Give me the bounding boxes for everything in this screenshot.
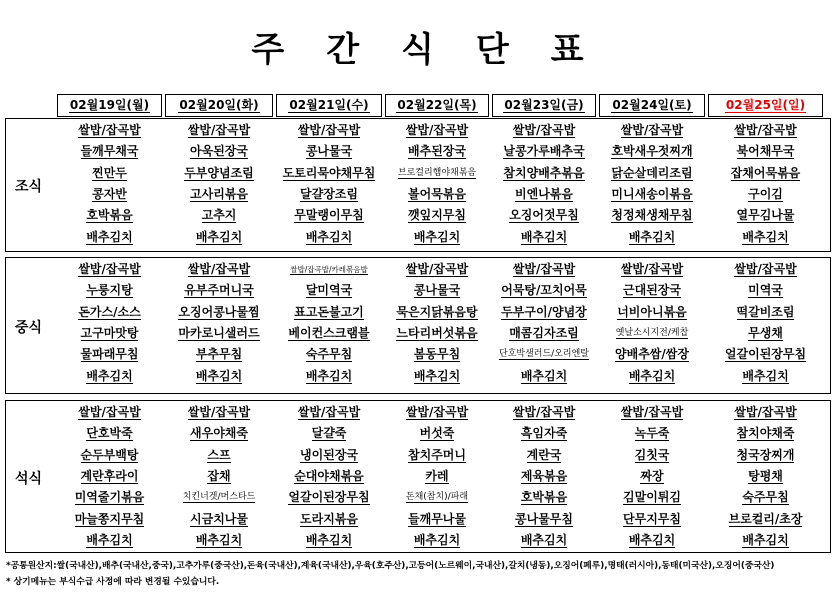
menu-item-text: 배추김치 bbox=[195, 532, 243, 547]
menu-item-text: 어묵탕/꼬치어묵 bbox=[501, 283, 587, 298]
meal-label: 중식 bbox=[14, 319, 43, 336]
menu-item-text: 날콩가루배추국 bbox=[503, 144, 585, 159]
menu-item bbox=[599, 468, 705, 487]
menu-item-text: 쌀밥/잡곡밥 bbox=[512, 405, 576, 419]
menu-item-text: 쌀밥/잡곡밥 bbox=[78, 262, 141, 276]
meal-label: 조식 bbox=[14, 179, 43, 195]
menu-item-text: 새우야채죽 bbox=[190, 426, 248, 441]
menu-item-text: 봄동무침 bbox=[413, 347, 461, 362]
menu-item-text: 참치주머니 bbox=[408, 447, 466, 462]
menu-item-text: 쌀밥/잡곡밥 bbox=[734, 405, 797, 419]
menu-item bbox=[57, 186, 162, 205]
menu-item-text: 배추김치 bbox=[86, 368, 133, 383]
menu-item bbox=[599, 447, 705, 466]
menu-item bbox=[57, 489, 162, 508]
menu-item bbox=[385, 447, 489, 466]
menu-item bbox=[57, 122, 162, 141]
menu-item bbox=[708, 425, 823, 444]
menu-item bbox=[708, 186, 823, 205]
menu-item-text: 녹두죽 bbox=[634, 426, 670, 441]
menu-item bbox=[599, 404, 705, 423]
menu-item-text: 호박볶음 bbox=[86, 208, 133, 223]
menu-item bbox=[385, 404, 489, 423]
menu-item-text: 콩자반 bbox=[92, 186, 127, 201]
menu-item-text: 열무김나물 bbox=[736, 208, 795, 223]
menu-item-text: 배추김치 bbox=[520, 368, 568, 383]
menu-item-text: 브로컬리/초장 bbox=[728, 511, 803, 526]
menu-item-text: 달미역국 bbox=[305, 283, 353, 298]
menu-item-text: 제육볶음 bbox=[520, 468, 568, 483]
menu-item bbox=[165, 261, 273, 280]
menu-item bbox=[599, 368, 705, 387]
menu-item-text: 순두부백탕 bbox=[80, 447, 139, 462]
menu-item-text: 두부구이/양념장 bbox=[501, 304, 587, 319]
menu-item bbox=[492, 447, 596, 466]
menu-item bbox=[276, 186, 382, 205]
menu-item-text: 배추김치 bbox=[305, 368, 353, 383]
menu-item bbox=[276, 404, 382, 423]
menu-item bbox=[276, 304, 382, 323]
menu-item-text: 닭순살데리조림 bbox=[611, 165, 693, 180]
menu-item-text: 콩나물국 bbox=[413, 283, 461, 298]
day-header-label: 02월23일(금) bbox=[504, 98, 584, 112]
menu-item bbox=[599, 425, 705, 444]
menu-item-text: 미니새송이볶음 bbox=[611, 186, 693, 201]
menu-item-text: 무생채 bbox=[748, 325, 783, 340]
menu-item bbox=[599, 229, 705, 248]
menu-item bbox=[165, 511, 273, 530]
menu-item bbox=[385, 368, 489, 387]
menu-item-text: 근대된장국 bbox=[623, 283, 681, 298]
menu-item-text: 쌀밥/잡곡밥 bbox=[297, 405, 361, 419]
menu-item-text: 표고돈불고기 bbox=[294, 304, 364, 319]
menu-item-text: 배추김치 bbox=[628, 532, 676, 547]
menu-item-text: 쌀밥/잡곡밥 bbox=[620, 123, 684, 137]
menu-item-text: 계란후라이 bbox=[80, 468, 139, 483]
menu-item bbox=[57, 165, 162, 184]
menu-item bbox=[165, 282, 273, 301]
menu-item-text: 배추김치 bbox=[520, 532, 568, 547]
menu-item-text: 비엔나볶음 bbox=[515, 186, 573, 201]
menu-item bbox=[492, 143, 596, 162]
menu-item bbox=[385, 346, 489, 365]
menu-item-text: 배추김치 bbox=[305, 532, 353, 547]
menu-item bbox=[492, 468, 596, 487]
menu-item-text: 단호박샐러드/오리엔탈 bbox=[499, 349, 589, 360]
menu-item-text: 배추김치 bbox=[86, 229, 133, 244]
menu-item-text: 달걀죽 bbox=[311, 426, 347, 441]
menu-item-text: 도토리묵야채무침 bbox=[282, 165, 376, 180]
menu-item bbox=[708, 304, 823, 323]
menu-item bbox=[57, 447, 162, 466]
menu-item bbox=[708, 325, 823, 344]
day-header bbox=[492, 94, 596, 117]
menu-item bbox=[385, 207, 489, 226]
day-header bbox=[276, 94, 382, 117]
menu-item bbox=[276, 511, 382, 530]
menu-item-text: 쌀밥/잡곡밥 bbox=[734, 123, 797, 137]
menu-item bbox=[57, 304, 162, 323]
menu-item-text: 배추김치 bbox=[195, 229, 243, 244]
menu-item bbox=[708, 165, 823, 184]
menu-item-text: 옛날소시지전/케찹 bbox=[615, 327, 689, 338]
menu-item-text: 배추김치 bbox=[413, 229, 461, 244]
menu-item-text: 쌀밥/잡곡밥 bbox=[734, 262, 797, 276]
menu-item bbox=[276, 468, 382, 487]
menu-item bbox=[492, 425, 596, 444]
menu-item bbox=[708, 346, 823, 365]
menu-item-text: 미역줄기볶음 bbox=[74, 490, 145, 505]
menu-item-text: 탕평채 bbox=[748, 468, 783, 483]
menu-item-text: 순대야채볶음 bbox=[294, 468, 364, 483]
menu-item-text: 잡채어묵볶음 bbox=[730, 165, 801, 180]
menu-item bbox=[599, 165, 705, 184]
day-header-label: 02월19일(월) bbox=[69, 98, 150, 112]
menu-item-text: 배추김치 bbox=[413, 368, 461, 383]
menu-item bbox=[599, 143, 705, 162]
menu-item bbox=[599, 186, 705, 205]
menu-item bbox=[708, 143, 823, 162]
menu-item bbox=[276, 282, 382, 301]
menu-item-text: 배추김치 bbox=[742, 229, 789, 244]
menu-item-text: 숙주무침 bbox=[742, 490, 789, 505]
menu-item bbox=[708, 532, 823, 551]
menu-item-text: 잡채 bbox=[207, 468, 231, 483]
menu-item-text: 도라지볶음 bbox=[300, 511, 358, 526]
menu-item-text: 미역국 bbox=[748, 283, 783, 298]
menu-change-notice: * 상기메뉴는 부식수급 사정에 따라 변경될 수있습니다. bbox=[6, 577, 220, 587]
day-header-label: 02월22일(목) bbox=[397, 98, 477, 112]
menu-item bbox=[385, 143, 489, 162]
menu-item-text: 떡갈비조림 bbox=[736, 304, 795, 319]
menu-item-text: 쌀밥/잡곡밥 bbox=[297, 123, 361, 137]
menu-item-text: 계란국 bbox=[526, 447, 562, 462]
menu-item bbox=[492, 282, 596, 301]
menu-item bbox=[276, 447, 382, 466]
day-header-label: 02월25일(일) bbox=[725, 98, 806, 112]
menu-item bbox=[385, 532, 489, 551]
day-header bbox=[599, 94, 705, 117]
menu-item-text: 쌀밥/잡곡밥 bbox=[512, 123, 576, 137]
menu-item-text: 아욱된장국 bbox=[190, 144, 248, 159]
menu-item bbox=[165, 368, 273, 387]
menu-item-text: 배추김치 bbox=[413, 532, 461, 547]
menu-item bbox=[492, 229, 596, 248]
menu-item bbox=[57, 282, 162, 301]
menu-item-text: 쌀밥/잡곡밥 bbox=[405, 123, 469, 137]
menu-item-text: 고구마맛탕 bbox=[80, 325, 139, 340]
menu-item-text: 달걀장조림 bbox=[300, 186, 358, 201]
menu-item-text: 깻잎지무침 bbox=[408, 208, 466, 223]
menu-item bbox=[492, 186, 596, 205]
menu-item-text: 쌀밥/잡곡밥 bbox=[512, 262, 576, 276]
menu-item-text: 배추김치 bbox=[195, 368, 243, 383]
menu-item bbox=[165, 489, 273, 508]
day-header-label: 02월21일(수) bbox=[289, 98, 369, 112]
menu-item bbox=[57, 511, 162, 530]
menu-item-text: 오징어콩나물찜 bbox=[178, 304, 260, 319]
menu-item bbox=[165, 143, 273, 162]
menu-item-text: 돈채(참치)/파래 bbox=[405, 492, 469, 503]
menu-item bbox=[165, 186, 273, 205]
menu-item bbox=[57, 468, 162, 487]
menu-item-text: 콩나물국 bbox=[305, 144, 353, 159]
menu-item-text: 배추김치 bbox=[86, 532, 133, 547]
menu-item bbox=[57, 207, 162, 226]
menu-item bbox=[385, 229, 489, 248]
menu-item bbox=[57, 229, 162, 248]
menu-item bbox=[276, 368, 382, 387]
menu-item bbox=[165, 122, 273, 141]
menu-item bbox=[276, 143, 382, 162]
menu-item-text: 들깨무나물 bbox=[408, 511, 466, 526]
menu-item bbox=[165, 165, 273, 184]
day-header bbox=[57, 94, 162, 117]
menu-item bbox=[492, 261, 596, 280]
menu-item bbox=[276, 165, 382, 184]
menu-item bbox=[276, 425, 382, 444]
menu-item bbox=[57, 261, 162, 280]
menu-item-text: 얼갈이된장무침 bbox=[724, 347, 807, 362]
menu-item-text: 버섯죽 bbox=[419, 426, 455, 441]
menu-item-text: 스프 bbox=[207, 447, 231, 462]
menu-item bbox=[708, 368, 823, 387]
menu-item bbox=[276, 325, 382, 344]
menu-item bbox=[708, 229, 823, 248]
menu-item bbox=[385, 425, 489, 444]
menu-item-text: 너비아니볶음 bbox=[617, 304, 687, 319]
menu-item-text: 쌀밥/잡곡밥 bbox=[620, 262, 684, 276]
menu-item bbox=[708, 261, 823, 280]
day-header bbox=[708, 94, 823, 117]
menu-item bbox=[708, 447, 823, 466]
menu-item bbox=[492, 368, 596, 387]
menu-item bbox=[165, 425, 273, 444]
menu-item-text: 마카로니샐러드 bbox=[178, 325, 260, 340]
menu-item-text: 김칫국 bbox=[634, 447, 670, 462]
menu-item-text: 구이김 bbox=[748, 186, 783, 201]
menu-item bbox=[708, 404, 823, 423]
menu-item-text: 쌀밥/잡곡밥 bbox=[78, 123, 141, 137]
menu-item bbox=[492, 532, 596, 551]
menu-item bbox=[385, 186, 489, 205]
menu-item bbox=[276, 207, 382, 226]
menu-item-text: 두부양념조림 bbox=[184, 165, 254, 180]
menu-item bbox=[708, 511, 823, 530]
menu-item-text: 시금치나물 bbox=[190, 511, 248, 526]
menu-item-text: 청정채생채무침 bbox=[611, 208, 693, 223]
menu-item bbox=[276, 489, 382, 508]
menu-item-text: 짜장 bbox=[640, 468, 664, 483]
menu-item bbox=[385, 468, 489, 487]
menu-item bbox=[492, 207, 596, 226]
menu-item bbox=[57, 425, 162, 444]
menu-item bbox=[165, 229, 273, 248]
menu-item-text: 단무지무침 bbox=[623, 511, 681, 526]
menu-item bbox=[385, 122, 489, 141]
menu-item-text: 느타리버섯볶음 bbox=[396, 325, 478, 340]
menu-item-text: 호박볶음 bbox=[520, 490, 568, 505]
menu-item bbox=[599, 511, 705, 530]
menu-item bbox=[276, 261, 382, 280]
menu-item bbox=[57, 368, 162, 387]
menu-item-text: 쌀밥/잡곡밥 bbox=[78, 405, 141, 419]
menu-item bbox=[492, 404, 596, 423]
menu-item-text: 매콤김자조림 bbox=[509, 325, 579, 340]
menu-item bbox=[492, 325, 596, 344]
menu-item-text: 숙주무침 bbox=[305, 347, 353, 362]
menu-item-text: 쌀밥/잡곡밥/카레볶음밥 bbox=[290, 265, 368, 274]
menu-item bbox=[57, 346, 162, 365]
menu-item bbox=[385, 325, 489, 344]
menu-item-text: 돈가스/소스 bbox=[78, 304, 141, 319]
menu-item-text: 냉이된장국 bbox=[300, 447, 358, 462]
menu-item-text: 배추된장국 bbox=[408, 144, 466, 159]
menu-item-text: 배추김치 bbox=[628, 368, 676, 383]
menu-item bbox=[57, 404, 162, 423]
menu-item bbox=[492, 304, 596, 323]
menu-item bbox=[708, 468, 823, 487]
menu-item bbox=[599, 122, 705, 141]
menu-item bbox=[385, 282, 489, 301]
menu-item bbox=[57, 325, 162, 344]
menu-item-text: 참치야채죽 bbox=[736, 426, 795, 441]
menu-item-text: 쌀밥/잡곡밥 bbox=[187, 262, 251, 276]
menu-item-text: 브로컬리햄야채볶음 bbox=[397, 167, 477, 178]
menu-item-text: 북어채무국 bbox=[736, 144, 795, 159]
menu-item-text: 쌀밥/잡곡밥 bbox=[187, 405, 251, 419]
menu-item bbox=[492, 511, 596, 530]
origin-note: *공통원산지:쌀(국내산),배추(국내산,중국),고추가루(중국산),돈육(국내산),계육(국내산),우육(호주산),고등어(노르웨이,국내산),갈치(냉동),오징어(페루),명태(러시아),동태(미국산),오징어(중국산) bbox=[6, 561, 775, 571]
menu-item bbox=[492, 122, 596, 141]
day-header-label: 02월24일(토) bbox=[612, 98, 692, 112]
menu-item-text: 무말랭이무침 bbox=[294, 208, 364, 223]
menu-item-text: 배추김치 bbox=[628, 229, 676, 244]
menu-item bbox=[708, 122, 823, 141]
menu-item bbox=[165, 532, 273, 551]
menu-item bbox=[385, 511, 489, 530]
menu-item-text: 얼갈이된장무침 bbox=[288, 490, 370, 505]
menu-item-text: 물파래무침 bbox=[80, 347, 139, 362]
menu-item-text: 쌀밥/잡곡밥 bbox=[187, 123, 251, 137]
menu-item bbox=[708, 207, 823, 226]
menu-item-text: 부추무침 bbox=[195, 347, 243, 362]
menu-item bbox=[385, 489, 489, 508]
menu-item-text: 청국장찌개 bbox=[736, 447, 795, 462]
menu-item bbox=[165, 346, 273, 365]
day-header bbox=[165, 94, 273, 117]
menu-item bbox=[492, 489, 596, 508]
menu-item bbox=[165, 207, 273, 226]
menu-item-text: 배추김치 bbox=[742, 368, 789, 383]
menu-item-text: 오징어젓무침 bbox=[509, 208, 579, 223]
menu-item-text: 마늘쫑지무침 bbox=[74, 511, 145, 526]
menu-item-text: 흑임자죽 bbox=[520, 426, 568, 441]
menu-item bbox=[599, 282, 705, 301]
menu-item-text: 쌀밥/잡곡밥 bbox=[405, 262, 469, 276]
menu-item-text: 볼어묵볶음 bbox=[408, 186, 466, 201]
menu-item bbox=[599, 304, 705, 323]
menu-item bbox=[165, 325, 273, 344]
menu-item bbox=[165, 468, 273, 487]
menu-item bbox=[165, 404, 273, 423]
menu-item-text: 유부주머니국 bbox=[184, 283, 254, 298]
menu-item-text: 쌀밥/잡곡밥 bbox=[405, 405, 469, 419]
meal-label: 석식 bbox=[14, 470, 43, 487]
menu-item bbox=[385, 261, 489, 280]
menu-item-text: 베이컨스크램블 bbox=[288, 325, 370, 340]
menu-item bbox=[276, 122, 382, 141]
menu-item bbox=[385, 165, 489, 184]
menu-item-text: 묵은지닭볶음탕 bbox=[396, 304, 478, 319]
day-header bbox=[385, 94, 489, 117]
menu-item bbox=[599, 489, 705, 508]
day-header-label: 02월20일(화) bbox=[179, 98, 259, 112]
menu-item-text: 참치양배추볶음 bbox=[503, 165, 585, 180]
menu-item-text: 배추김치 bbox=[305, 229, 353, 244]
menu-item-text: 들깨무채국 bbox=[80, 144, 139, 159]
menu-item bbox=[599, 532, 705, 551]
menu-item-text: 단호박죽 bbox=[86, 426, 133, 441]
menu-item-text: 누룽지탕 bbox=[86, 283, 133, 298]
menu-item bbox=[57, 532, 162, 551]
menu-item bbox=[599, 325, 705, 344]
menu-item-text: 콩나물무침 bbox=[515, 511, 573, 526]
menu-item-text: 고사리볶음 bbox=[190, 186, 248, 201]
page-title: 주간식단표 bbox=[251, 30, 626, 70]
menu-item-text: 쌀밥/잡곡밥 bbox=[620, 405, 684, 419]
menu-item bbox=[57, 143, 162, 162]
menu-item-text: 고추지 bbox=[201, 208, 237, 223]
menu-item bbox=[599, 261, 705, 280]
menu-item-text: 치킨너겟/머스타드 bbox=[182, 492, 256, 503]
menu-item-text: 배추김치 bbox=[742, 532, 789, 547]
menu-item bbox=[599, 346, 705, 365]
menu-item bbox=[708, 489, 823, 508]
menu-item bbox=[385, 304, 489, 323]
menu-item-text: 카레 bbox=[425, 468, 449, 483]
menu-item-text: 양배추쌈/쌈장 bbox=[615, 347, 689, 362]
menu-item bbox=[492, 346, 596, 365]
menu-item bbox=[276, 229, 382, 248]
menu-item bbox=[276, 346, 382, 365]
menu-item bbox=[599, 207, 705, 226]
menu-item bbox=[708, 282, 823, 301]
menu-item bbox=[165, 447, 273, 466]
menu-item bbox=[492, 165, 596, 184]
menu-item bbox=[276, 532, 382, 551]
menu-item-text: 찐만두 bbox=[92, 165, 127, 180]
menu-item bbox=[165, 304, 273, 323]
menu-item-text: 김말이튀김 bbox=[623, 490, 681, 505]
menu-item-text: 호박새우젓찌개 bbox=[611, 144, 693, 159]
menu-item-text: 배추김치 bbox=[520, 229, 568, 244]
